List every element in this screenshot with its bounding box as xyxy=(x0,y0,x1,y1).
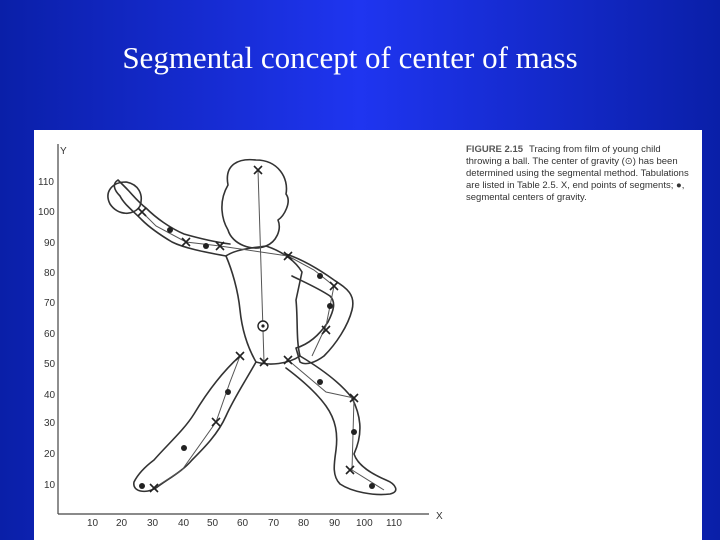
x-tick-80: 80 xyxy=(298,518,310,529)
y-tick-20: 20 xyxy=(44,449,56,460)
segment-end-points xyxy=(138,166,358,492)
end-point-front-elbow xyxy=(330,282,338,290)
x-tick-30: 30 xyxy=(147,518,159,529)
y-tick-80: 80 xyxy=(44,268,56,279)
center-back-thigh xyxy=(225,389,231,395)
x-tick-110: 110 xyxy=(386,518,402,529)
y-tick-40: 40 xyxy=(44,390,56,401)
center-front-foot xyxy=(369,483,375,489)
x-tick-90: 90 xyxy=(329,518,341,529)
x-tick-40: 40 xyxy=(178,518,190,529)
center-front-shank xyxy=(351,429,357,435)
y-tick-50: 50 xyxy=(44,359,56,370)
x-tick-50: 50 xyxy=(207,518,219,529)
arm-segment-line xyxy=(140,210,288,256)
x-axis-label: X xyxy=(436,511,443,522)
end-point-hip-back xyxy=(236,352,244,360)
center-back-shank xyxy=(181,445,187,451)
y-tick-30: 30 xyxy=(44,418,56,429)
throwing-arm-outline xyxy=(114,180,230,256)
center-forearm xyxy=(167,227,173,233)
y-tick-100: 100 xyxy=(38,207,55,218)
center-upper-arm xyxy=(203,243,209,249)
back-leg-segment-line xyxy=(154,356,240,488)
figure-caption xyxy=(466,144,696,204)
front-leg-outline xyxy=(286,356,396,495)
y-tick-90: 90 xyxy=(44,238,56,249)
figure-panel xyxy=(34,130,702,540)
x-tick-60: 60 xyxy=(237,518,249,529)
y-tick-10: 10 xyxy=(44,480,56,491)
y-tick-labels xyxy=(38,177,56,491)
center-of-gravity-marker xyxy=(258,321,268,331)
slide-title: Segmental concept of center of mass xyxy=(122,40,578,75)
center-front-upper-arm xyxy=(317,273,323,279)
x-tick-20: 20 xyxy=(116,518,128,529)
trunk-segment-line xyxy=(258,170,264,362)
center-front-thigh xyxy=(317,379,323,385)
end-point-back-knee xyxy=(212,418,220,426)
x-tick-labels xyxy=(87,518,402,529)
y-tick-60: 60 xyxy=(44,329,56,340)
y-tick-110: 110 xyxy=(38,177,54,188)
end-point-front-wrist xyxy=(322,326,330,334)
center-front-forearm xyxy=(327,303,333,309)
caption-lead: FIGURE 2.15 xyxy=(466,144,524,155)
caption-text: Tracing from film of young child throwing a ball. The center of gravity (⊙) has been determined using the segmental method. Tabulations are listed in Table 2.5. X, end points of segments; ●, segmental centers of gravity. xyxy=(466,144,689,203)
back-leg-outline xyxy=(134,356,256,491)
x-tick-70: 70 xyxy=(268,518,280,529)
x-tick-10: 10 xyxy=(87,518,99,529)
end-point-hand xyxy=(138,208,146,216)
y-axis-label: Y xyxy=(60,146,67,157)
center-back-foot xyxy=(139,483,145,489)
x-tick-100: 100 xyxy=(356,518,373,529)
segment-centers xyxy=(139,227,375,489)
y-tick-70: 70 xyxy=(44,298,56,309)
